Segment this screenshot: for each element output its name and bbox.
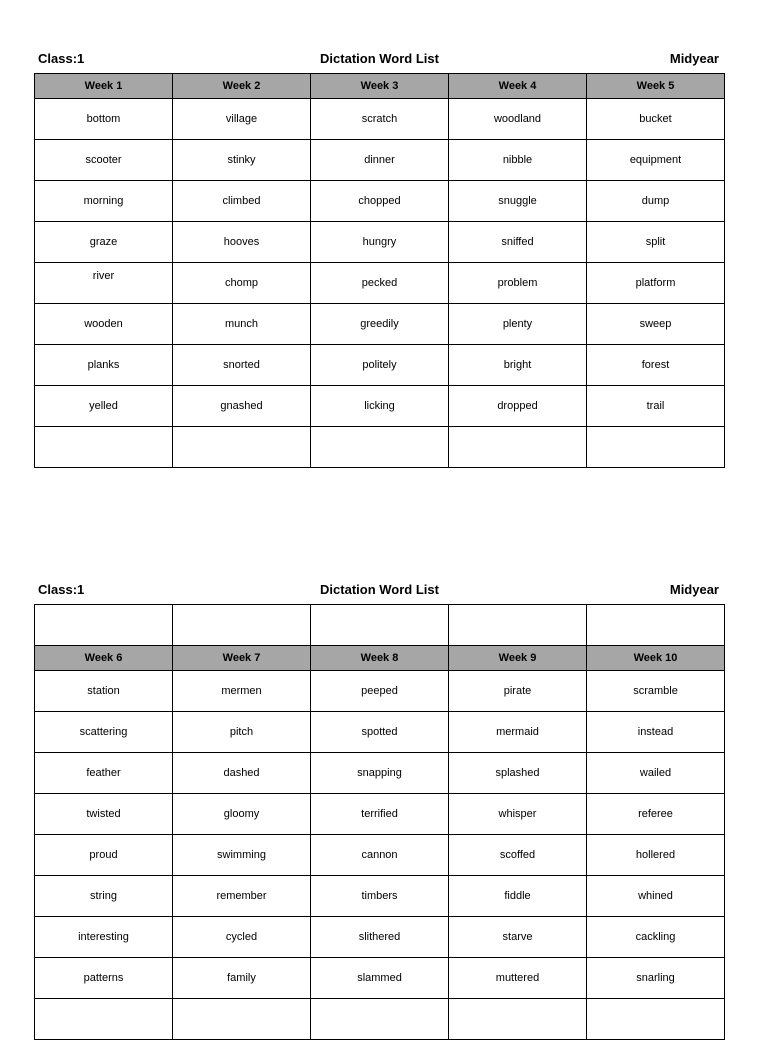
word-cell: hollered	[587, 835, 725, 876]
empty-cell	[311, 427, 449, 468]
empty-cell	[35, 999, 173, 1040]
word-table	[34, 604, 725, 1040]
word-cell: muttered	[449, 958, 587, 999]
word-cell: mermaid	[449, 712, 587, 753]
word-cell: spotted	[311, 712, 449, 753]
table-row-empty	[35, 605, 725, 646]
empty-cell	[173, 427, 311, 468]
word-cell: instead	[587, 712, 725, 753]
word-cell: peeped	[311, 671, 449, 712]
word-cell: dinner	[311, 140, 449, 181]
table-row	[35, 958, 725, 999]
word-cell: slithered	[311, 917, 449, 958]
word-cell: snarling	[587, 958, 725, 999]
word-cell: dashed	[173, 753, 311, 794]
word-cell: swimming	[173, 835, 311, 876]
word-cell: pitch	[173, 712, 311, 753]
column-header: Week 7	[173, 646, 311, 671]
word-cell: cackling	[587, 917, 725, 958]
word-list-sheet-2	[34, 580, 725, 1040]
word-cell: snapping	[311, 753, 449, 794]
table-row	[35, 345, 725, 386]
word-cell: pecked	[311, 263, 449, 304]
empty-cell	[449, 427, 587, 468]
table-row	[35, 386, 725, 427]
word-cell: referee	[587, 794, 725, 835]
word-cell: river	[35, 263, 173, 304]
empty-cell	[449, 605, 587, 646]
class-label: Class:1	[38, 582, 85, 597]
word-cell: platform	[587, 263, 725, 304]
empty-cell	[587, 427, 725, 468]
empty-cell	[311, 999, 449, 1040]
sheet-title: Dictation Word List	[320, 582, 439, 597]
column-header: Week 6	[35, 646, 173, 671]
word-cell: fiddle	[449, 876, 587, 917]
word-cell: gloomy	[173, 794, 311, 835]
word-cell: dropped	[449, 386, 587, 427]
sheet-header	[34, 580, 725, 604]
word-cell: problem	[449, 263, 587, 304]
table-row	[35, 753, 725, 794]
word-cell: slammed	[311, 958, 449, 999]
word-cell: interesting	[35, 917, 173, 958]
word-cell: politely	[311, 345, 449, 386]
table-row-empty	[35, 427, 725, 468]
word-cell: yelled	[35, 386, 173, 427]
word-cell: village	[173, 99, 311, 140]
word-cell: greedily	[311, 304, 449, 345]
header-row	[35, 74, 725, 99]
word-cell: morning	[35, 181, 173, 222]
word-cell: bottom	[35, 99, 173, 140]
word-cell: cannon	[311, 835, 449, 876]
column-header: Week 3	[311, 74, 449, 99]
word-cell: forest	[587, 345, 725, 386]
word-cell: chopped	[311, 181, 449, 222]
word-cell: starve	[449, 917, 587, 958]
table-row	[35, 222, 725, 263]
word-cell: wailed	[587, 753, 725, 794]
word-cell: split	[587, 222, 725, 263]
word-cell: woodland	[449, 99, 587, 140]
word-cell: cycled	[173, 917, 311, 958]
word-cell: mermen	[173, 671, 311, 712]
word-cell: munch	[173, 304, 311, 345]
header-row	[35, 646, 725, 671]
word-cell: wooden	[35, 304, 173, 345]
word-cell: dump	[587, 181, 725, 222]
column-header: Week 5	[587, 74, 725, 99]
word-cell: pirate	[449, 671, 587, 712]
sheet-header	[34, 49, 725, 73]
word-cell: graze	[35, 222, 173, 263]
table-row	[35, 140, 725, 181]
word-cell: equipment	[587, 140, 725, 181]
word-cell: patterns	[35, 958, 173, 999]
empty-cell	[35, 605, 173, 646]
word-table	[34, 73, 725, 468]
word-cell: scattering	[35, 712, 173, 753]
word-cell: scramble	[587, 671, 725, 712]
empty-cell	[173, 999, 311, 1040]
word-cell: hungry	[311, 222, 449, 263]
table-row	[35, 794, 725, 835]
column-header: Week 9	[449, 646, 587, 671]
word-cell: stinky	[173, 140, 311, 181]
column-header: Week 2	[173, 74, 311, 99]
empty-cell	[587, 999, 725, 1040]
empty-cell	[449, 999, 587, 1040]
word-cell: trail	[587, 386, 725, 427]
word-cell: bright	[449, 345, 587, 386]
word-cell: licking	[311, 386, 449, 427]
word-list-sheet-1	[34, 49, 725, 468]
word-cell: sniffed	[449, 222, 587, 263]
word-cell: timbers	[311, 876, 449, 917]
column-header: Week 4	[449, 74, 587, 99]
table-row	[35, 712, 725, 753]
table-row	[35, 263, 725, 304]
table-row	[35, 181, 725, 222]
word-cell: gnashed	[173, 386, 311, 427]
word-cell: station	[35, 671, 173, 712]
table-row	[35, 917, 725, 958]
empty-cell	[587, 605, 725, 646]
empty-cell	[35, 427, 173, 468]
word-cell: snorted	[173, 345, 311, 386]
word-cell: terrified	[311, 794, 449, 835]
word-cell: scoffed	[449, 835, 587, 876]
word-cell: snuggle	[449, 181, 587, 222]
column-header: Week 8	[311, 646, 449, 671]
word-cell: whined	[587, 876, 725, 917]
word-cell: plenty	[449, 304, 587, 345]
word-cell: bucket	[587, 99, 725, 140]
empty-cell	[311, 605, 449, 646]
word-cell: climbed	[173, 181, 311, 222]
word-cell: splashed	[449, 753, 587, 794]
word-cell: string	[35, 876, 173, 917]
word-cell: planks	[35, 345, 173, 386]
word-cell: proud	[35, 835, 173, 876]
term-label: Midyear	[669, 51, 719, 66]
sheet-title: Dictation Word List	[320, 51, 439, 66]
table-row	[35, 304, 725, 345]
class-label: Class:1	[38, 51, 85, 66]
empty-cell	[173, 605, 311, 646]
table-row	[35, 876, 725, 917]
column-header: Week 1	[35, 74, 173, 99]
word-cell: whisper	[449, 794, 587, 835]
word-cell: feather	[35, 753, 173, 794]
term-label: Midyear	[669, 582, 719, 597]
column-header: Week 10	[587, 646, 725, 671]
word-cell: scooter	[35, 140, 173, 181]
word-cell: chomp	[173, 263, 311, 304]
word-cell: twisted	[35, 794, 173, 835]
word-cell: scratch	[311, 99, 449, 140]
word-cell: family	[173, 958, 311, 999]
table-row	[35, 835, 725, 876]
word-cell: remember	[173, 876, 311, 917]
table-row	[35, 671, 725, 712]
word-cell: nibble	[449, 140, 587, 181]
table-row	[35, 99, 725, 140]
word-cell: hooves	[173, 222, 311, 263]
word-cell: sweep	[587, 304, 725, 345]
table-row-empty	[35, 999, 725, 1040]
